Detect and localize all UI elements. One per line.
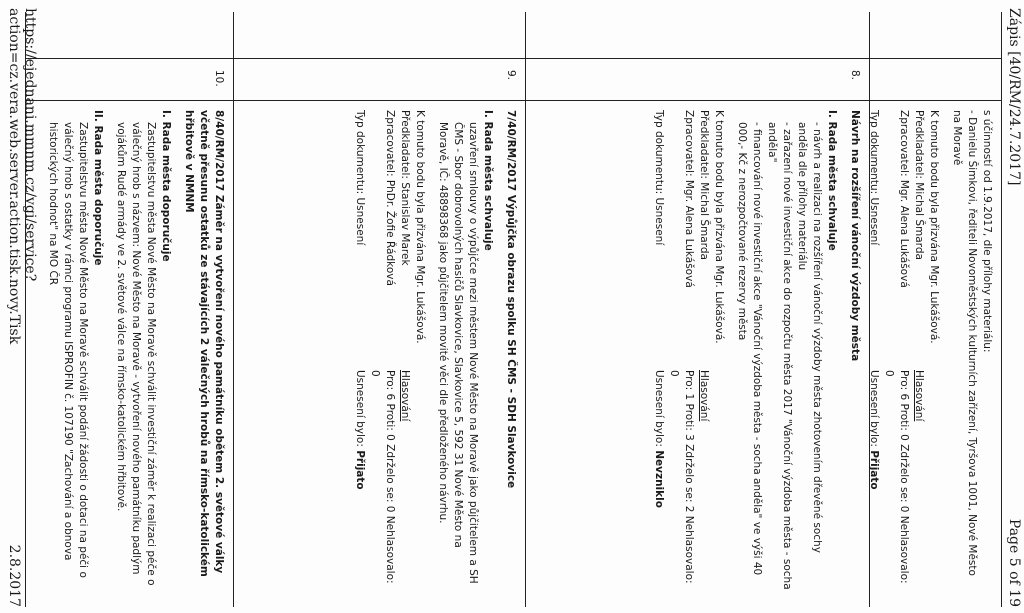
item-title: 7/40/RM/2017 Výpůjčka obrazu spolku SH ČMS - SDH Slavkovice xyxy=(505,110,517,489)
item-title: 8/40/RM/2017 Záměr na vytvoření nového památníku obětem 2. světové války včetně přesunu ostatků ze stávajících 2 válečných hrobů na římsko-katolickém hřbitově v NMNM xyxy=(183,110,225,577)
note: K tomuto bodu byla přizvána Mgr. Lukášová. xyxy=(928,110,940,344)
submitter: Předkladatel: Michal Šmarda xyxy=(913,110,925,260)
note: K tomuto bodu byla přizvána Mgr. Lukášová. xyxy=(414,110,426,344)
vote-result: Pro: 6 Proti: 0 Zdrželo se: 0 Nehlasovalo: 0 xyxy=(883,370,910,584)
text-line: - financování nové investiční akce "Vánoční výzdoba města - socha anděla" ve výši 40 000,- Kč z nerozpočtované rezervy města xyxy=(736,122,763,576)
voting-link[interactable]: Hlasování xyxy=(399,370,411,422)
section-heading: I. Rada města doporučuje xyxy=(160,110,172,262)
resolution-value: Nevzniklo xyxy=(653,450,665,508)
resolution-value: Přijato xyxy=(354,450,366,490)
section-heading: II. Rada města doporučuje xyxy=(92,110,104,266)
text-line: - Danielu Šimkovi, řediteli Novoměstských kulturních zařízení, Tyršova 1001, Nové Město na Moravě xyxy=(951,110,978,576)
item-number: 9. xyxy=(505,70,517,81)
column-rule xyxy=(26,100,1002,101)
footer-date: 2.8.2017 xyxy=(6,544,22,607)
footer-url: https://ejednani.mmnm.cz/vgi/service?action=cz.vera.web.server.action.tisk.novy.Tisk xyxy=(6,8,38,345)
item-title: Návrh na rozšíření vánoční výzdoby města xyxy=(849,110,861,362)
previous-item-continuation xyxy=(866,110,994,590)
resolution-label: Usnesení bylo: xyxy=(868,370,880,447)
divider xyxy=(233,12,234,607)
item-number: 8. xyxy=(849,70,861,81)
section-heading: I. Rada města schvaluje xyxy=(482,110,494,251)
voting-link[interactable]: Hlasování xyxy=(698,370,710,422)
text-line: - zařazení nové investiční akce do rozpočtu města 2017 "Vánoční výzdoba města - socha anděla" xyxy=(766,122,793,590)
text-line: uzavření smlouvy o výpůjčce mezi městem Nové Město na Moravě jako půjčitelem a SH ČMS - Sbor dobrovolných hasičů Slavkovice, Slavkovice 5, 592 31 Nové Město na Moravě, IČ: 48898368 jako půjčitelem movité věci dle předloženého návrhu. xyxy=(437,122,479,584)
item-number: 10. xyxy=(213,70,225,87)
resolution-value: Přijato xyxy=(868,450,880,490)
processor: Zpracovatel: Mgr. Alena Lukášová xyxy=(898,110,910,288)
resolution-label: Usnesení bylo: xyxy=(354,370,366,447)
text-line: - návrh a realizaci na rozšíření vánoční výzdoby města zhotovením dřevěné sochy anděla dle přílohy materiálu xyxy=(796,122,823,553)
document-type: Typ dokumentu: Usnesení xyxy=(653,110,665,246)
page-number: Page 5 of 19 xyxy=(1006,518,1022,607)
processor: Zpracovatel: PhDr. Žofie Řádková xyxy=(384,110,396,286)
text-line: s účinností od 1.9.2017, dle přílohy materiálu: xyxy=(981,110,993,353)
resolution-label: Usnesení bylo: xyxy=(653,370,665,447)
submitter: Předkladatel: Michal Šmarda xyxy=(698,110,710,260)
voting-link[interactable]: Hlasování xyxy=(913,370,925,422)
text-line: Zastupitelstvu města Nové Město na Moravě schválit investiční záměr k realizaci péče o válečný hrob s názvem: Nové Město na Moravě - vytvoření nového památníku padlým vojákům Rudé armády ve 2. světové válce na římsko-katolickém hřbitově. xyxy=(115,122,157,586)
section-heading: I. Rada města schvaluje xyxy=(826,110,838,251)
column-rule xyxy=(26,58,1002,59)
divider xyxy=(525,12,526,607)
document-title: Zápis [40/RM/24.7.2017] xyxy=(1006,8,1022,186)
note: K tomuto bodu byla přizvána Mgr. Lukášová. xyxy=(713,110,725,344)
vote-result: Pro: 1 Proti: 3 Zdrželo se: 2 Nehlasovalo: 0 xyxy=(668,370,695,584)
processor: Zpracovatel: Mgr. Alena Lukášová xyxy=(683,110,695,288)
submitter: Předkladatel: Stanislav Marek xyxy=(399,110,411,266)
vote-result: Pro: 6 Proti: 0 Zdrželo se: 0 Nehlasovalo: 0 xyxy=(369,370,396,584)
document-type: Typ dokumentu: Usnesení xyxy=(354,110,366,246)
text-line: Zastupitelstvu města Nové Město na Moravě schválit podání žádosti o dotaci na péči o válečný hrob s ostatky v rámci programu ISPROFIN č. 107190 "Zachování a obnova historických hodnot" na MO ČR xyxy=(47,122,89,578)
document-type: Typ dokumentu: Usnesení xyxy=(868,110,880,246)
header-rule xyxy=(1001,12,1002,607)
